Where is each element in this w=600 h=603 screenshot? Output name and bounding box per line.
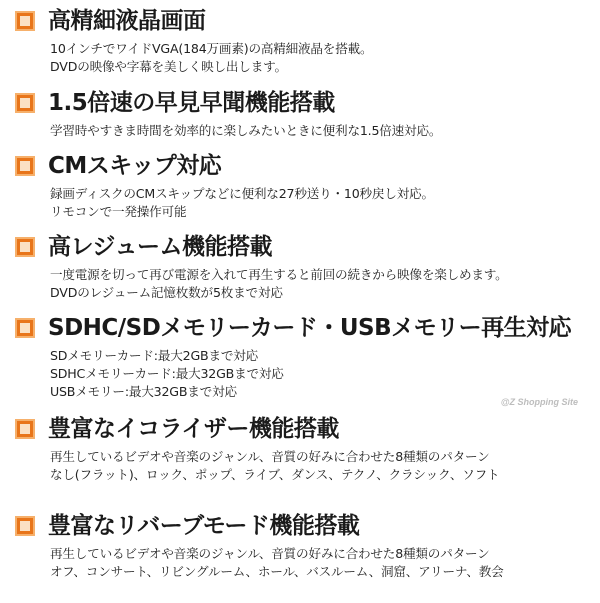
feature-section-speed-playback bbox=[0, 86, 600, 138]
feature-title: SDHC/SDメモリーカード・USBメモリー再生対応 bbox=[48, 315, 572, 341]
watermark: @Z Shopping Site bbox=[500, 397, 578, 407]
feature-line: SDHCメモリーカード:最大32GBまで対応 bbox=[50, 366, 284, 381]
feature-section-equalizer bbox=[0, 412, 600, 482]
orange-square-bullet-icon bbox=[15, 516, 35, 536]
feature-line: 一度電源を切って再び電源を入れて再生すると前回の続きから映像を楽しめます。 bbox=[50, 267, 508, 282]
feature-line: 録画ディスクのCMスキップなどに便利な27秒送り・10秒戻し対応。 bbox=[50, 186, 434, 201]
feature-title: 豊富なリバーブモード機能搭載 bbox=[48, 513, 360, 539]
feature-line: 10インチでワイドVGA(184万画素)の高精細液晶を搭載。 bbox=[50, 41, 373, 56]
feature-title: CMスキップ対応 bbox=[48, 153, 222, 179]
feature-line: オフ、コンサート、リビングルーム、ホール、バスルーム、洞窟、アリーナ、教会 bbox=[50, 564, 504, 579]
feature-section-cm-skip bbox=[0, 149, 600, 219]
feature-line: リモコンで一発操作可能 bbox=[50, 204, 187, 219]
feature-line: USBメモリー:最大32GBまで対応 bbox=[50, 384, 237, 399]
feature-line: なし(フラット)、ロック、ポップ、ライブ、ダンス、テクノ、クラシック、ソフト bbox=[50, 467, 500, 482]
feature-title: 高レジューム機能搭載 bbox=[48, 234, 272, 260]
orange-square-bullet-icon bbox=[15, 93, 35, 113]
feature-line: 再生しているビデオや音楽のジャンル、音質の好みに合わせた8種類のパターン bbox=[50, 546, 490, 561]
feature-section-resume bbox=[0, 230, 600, 300]
feature-line: SDメモリーカード:最大2GBまで対応 bbox=[50, 348, 259, 363]
feature-line: 再生しているビデオや音楽のジャンル、音質の好みに合わせた8種類のパターン bbox=[50, 449, 490, 464]
feature-section-reverb bbox=[0, 509, 600, 579]
feature-line: DVDのレジューム記憶枚数が5枚まで対応 bbox=[50, 285, 283, 300]
orange-square-bullet-icon bbox=[15, 318, 35, 338]
feature-line: DVDの映像や字幕を美しく映し出します。 bbox=[50, 59, 287, 74]
feature-title: 1.5倍速の早見早聞機能搭載 bbox=[48, 90, 335, 116]
feature-section-memory-card bbox=[0, 311, 600, 399]
feature-line: 学習時やすきま時間を効率的に楽しみたいときに便利な1.5倍速対応。 bbox=[50, 123, 442, 138]
feature-section-hd-lcd bbox=[0, 4, 600, 74]
orange-square-bullet-icon bbox=[15, 419, 35, 439]
feature-title: 豊富なイコライザー機能搭載 bbox=[48, 416, 339, 442]
feature-title: 高精細液晶画面 bbox=[48, 8, 206, 34]
orange-square-bullet-icon bbox=[15, 156, 35, 176]
orange-square-bullet-icon bbox=[15, 237, 35, 257]
orange-square-bullet-icon bbox=[15, 11, 35, 31]
